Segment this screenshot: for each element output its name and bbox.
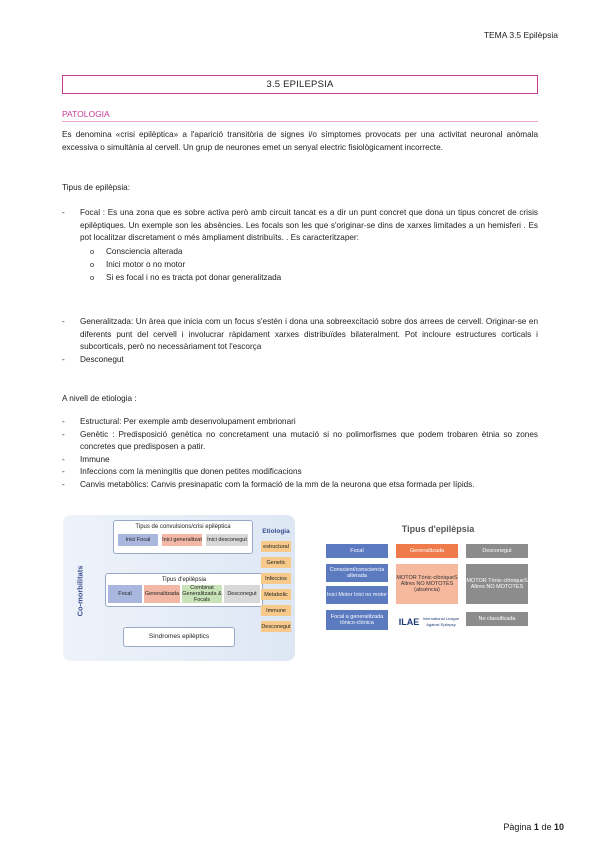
types-heading: Tipus de epilèpsia: — [62, 183, 130, 192]
fig2-focal-2: Inici Motor Inici no motor — [326, 586, 388, 604]
list-item: - Estructural: Per exemple amb desenvolupament embrionari — [62, 416, 538, 429]
ilae-logo-sub: International League Against Epilepsy — [422, 616, 460, 627]
fig2-title: Tipus d'epilèpsia — [401, 524, 475, 534]
type-combined-box: Combinat Generalitzada & Focals — [182, 585, 222, 603]
list-item: - Immune — [62, 454, 538, 467]
type-generalized-box: Generalitzada — [144, 585, 180, 603]
page-header: TEMA 3.5 Epilèpsia — [483, 30, 558, 40]
etio-immune: Immune — [261, 605, 291, 616]
etiology-list — [62, 416, 538, 491]
etio-structural: estructural — [261, 541, 291, 552]
list-item: o Consciencia alterada — [90, 245, 538, 258]
page-title: 3.5 EPILEPSIA — [62, 75, 538, 94]
list-item: o Inici motor o no motor — [90, 258, 538, 271]
fig2-unclassified: No classificada — [466, 612, 528, 626]
onset-focal: Inici Focal — [118, 534, 158, 546]
list-item: - Canvis metabòlics: Canvis presinapatic com la formació de la mm de la neurona que etsa formada per lípids. — [62, 479, 538, 492]
list-item: o Si es focal i no es tracta pot donar generalitzada — [90, 271, 538, 284]
onset-unknown: Inici desconegut — [206, 534, 248, 546]
list-item: - Genètic : Predisposició genètica no concretament una mutació si no polimorfismes que podem trobaren ètnia so zones concretes que predisposen a patir. — [62, 429, 538, 454]
types-list — [62, 207, 538, 284]
types-box: Tipus d'epilèpsia — [105, 573, 263, 607]
onset-generalized: Inici generalitzat — [162, 534, 202, 546]
intro-paragraph: Es denomina «crisi epilèptica» a l'aparició transitòria de signes i/o símptomes provocats per una activitat neuronal anòmala excessiva o simultània al cervell. Un grup de neurones emet un senyal electric fisiològicament incorrecte. — [62, 130, 538, 152]
fig2-unknown-detail: MOTOR Tònic-clòniqueS Altres NO MOTOTES — [466, 564, 528, 604]
type-focal: - Focal : Es una zona que es sobre activa però amb circuit tancat es a dir un punt concret que dona un tipus concret de crisis epilèptiques. Un exemple son les absències. Les focals son les que s'originar-se dins de xarxes limitades a un hemisferi . Es pot localitzar discretament o més àmpliament distribuïts. . Es caracteritzaper: o Consciencia alterada o Inici motor o no motor o Si es focal i no es tracta pot donar generalitzada — [62, 207, 538, 284]
etio-infectious: Infeccios — [261, 573, 291, 584]
ilae-diagram — [318, 522, 548, 634]
page-footer: Pàgina 1 de 10 — [503, 822, 564, 832]
etiology-title: Etiologia — [262, 528, 290, 535]
fig2-head-generalized: Generalitzada — [396, 544, 458, 558]
type-focal-box: Focal — [108, 585, 142, 603]
fig2-head-focal: Focal — [326, 544, 388, 558]
comorbidities-label: Co-morbilitats — [75, 565, 84, 617]
etio-genetic: Genetic — [261, 557, 291, 568]
etio-unknown: Desconegut — [261, 621, 291, 632]
section-heading: PATOLOGIA — [62, 109, 538, 122]
fig2-focal-1: Conscient/consciencia alterada — [326, 564, 388, 582]
onset-box: Tipus de convulsions/crisi epilèptica — [113, 520, 253, 554]
etiology-heading: A nivell de etiologia : — [62, 394, 137, 403]
list-item: - Infeccions com la meningitis que donen petites modificacions — [62, 466, 538, 479]
fig2-focal-3: Focal a generalitzada tònico-clònica — [326, 610, 388, 630]
etio-metabolic: Metabolic — [261, 589, 291, 600]
classification-diagram — [63, 515, 295, 661]
fig2-generalized-detail: MOTOR Tònic-clòniqueS Altres NO MOTOTES (absència) — [396, 564, 458, 604]
focal-features — [80, 245, 538, 284]
type-unknown-box: Desconegut — [224, 585, 260, 603]
types-list-cont — [62, 316, 538, 366]
type-unknown: - Desconegut — [62, 354, 538, 367]
fig2-head-unknown: Desconegut — [466, 544, 528, 558]
syndromes-box: Síndromes epilèptics — [123, 627, 235, 647]
type-generalized: - Generalitzada: Un àrea que inicia com un focus s'estén i dona una sobreexcitació sobre dos arrees de cervell. Originar-se en diferents punt del cervell i involucrar ràpidament xarxes distribuïdes bilateralment. Pot incloure estructures corticals i subcorticals, però no necessàriament tot l'escorça — [62, 316, 538, 354]
ilae-logo: ILAE — [398, 617, 420, 627]
